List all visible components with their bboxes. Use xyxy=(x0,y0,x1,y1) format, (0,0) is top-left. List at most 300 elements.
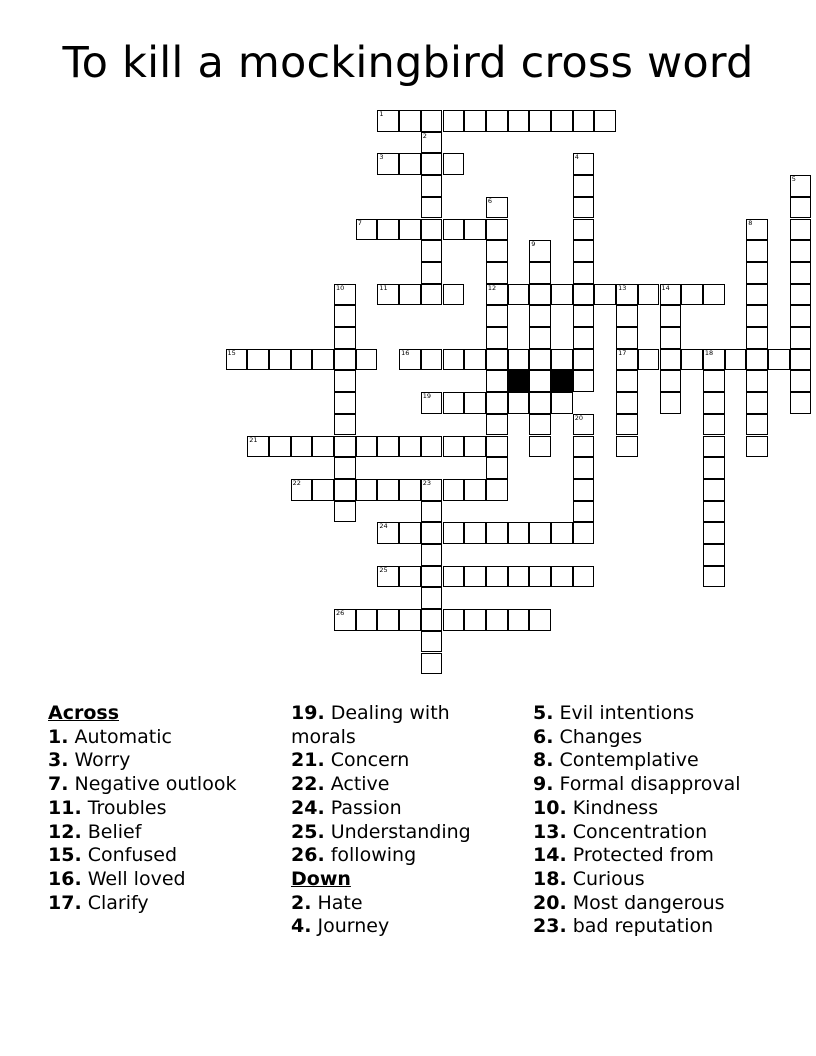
clue-text: following xyxy=(330,844,417,867)
grid-cell[interactable] xyxy=(746,436,768,458)
clue-down-5 xyxy=(533,702,793,726)
cell-number: 11 xyxy=(379,283,388,292)
grid-cell[interactable] xyxy=(573,414,595,436)
grid-cell[interactable] xyxy=(421,609,443,631)
clue-across-25 xyxy=(291,821,511,845)
grid-cell[interactable] xyxy=(356,219,378,241)
grid-cell[interactable] xyxy=(421,349,443,371)
grid-cell[interactable] xyxy=(377,566,399,588)
grid-cell[interactable] xyxy=(790,370,812,392)
grid-cell[interactable] xyxy=(443,219,465,241)
grid-cell[interactable] xyxy=(660,284,682,306)
clue-across-17 xyxy=(48,892,278,916)
grid-cell[interactable] xyxy=(529,370,551,392)
grid-cell[interactable] xyxy=(421,479,443,501)
down-heading: Down xyxy=(291,867,351,890)
grid-cell[interactable] xyxy=(551,566,573,588)
grid-cell[interactable] xyxy=(421,566,443,588)
grid-cell[interactable] xyxy=(703,284,725,306)
grid-cell[interactable] xyxy=(464,392,486,414)
cell-number: 2 xyxy=(422,131,427,140)
grid-block-cell xyxy=(551,370,573,392)
grid-cell[interactable] xyxy=(790,240,812,262)
grid-cell[interactable] xyxy=(790,175,812,197)
cell-number: 13 xyxy=(618,283,627,292)
grid-cell[interactable] xyxy=(421,544,443,566)
clue-text: Evil intentions xyxy=(559,702,695,724)
grid-cell[interactable] xyxy=(486,284,508,306)
grid-cell[interactable] xyxy=(486,110,508,132)
clue-text: bad reputation xyxy=(572,915,714,938)
grid-cell[interactable] xyxy=(464,349,486,371)
grid-cell[interactable] xyxy=(616,305,638,327)
clue-across-16 xyxy=(48,868,278,892)
grid-cell[interactable] xyxy=(638,284,660,306)
grid-cell[interactable] xyxy=(399,153,421,175)
grid-cell[interactable] xyxy=(464,436,486,458)
clue-column-3 xyxy=(533,702,793,939)
grid-cell[interactable] xyxy=(421,631,443,653)
grid-cell[interactable] xyxy=(356,609,378,631)
cell-number: 3 xyxy=(379,153,384,162)
clue-across-24 xyxy=(291,797,511,821)
grid-cell[interactable] xyxy=(443,153,465,175)
grid-cell[interactable] xyxy=(660,370,682,392)
clue-down-13 xyxy=(533,821,793,845)
grid-cell[interactable] xyxy=(399,284,421,306)
grid-cell[interactable] xyxy=(703,414,725,436)
cell-number: 21 xyxy=(249,435,258,444)
grid-cell[interactable] xyxy=(573,110,595,132)
grid-cell[interactable] xyxy=(551,110,573,132)
grid-cell[interactable] xyxy=(529,566,551,588)
grid-cell[interactable] xyxy=(421,240,443,262)
grid-cell[interactable] xyxy=(443,110,465,132)
grid-cell[interactable] xyxy=(616,284,638,306)
grid-cell[interactable] xyxy=(529,240,551,262)
clue-text: Understanding xyxy=(330,820,471,843)
grid-cell[interactable] xyxy=(703,349,725,371)
grid-cell[interactable] xyxy=(269,349,291,371)
grid-cell[interactable] xyxy=(790,219,812,241)
grid-cell[interactable] xyxy=(486,609,508,631)
grid-cell[interactable] xyxy=(421,197,443,219)
grid-cell[interactable] xyxy=(551,349,573,371)
clue-down-8 xyxy=(533,749,793,773)
grid-cell[interactable] xyxy=(725,349,747,371)
clue-across-7 xyxy=(48,773,278,797)
grid-cell[interactable] xyxy=(399,566,421,588)
grid-cell[interactable] xyxy=(703,501,725,523)
grid-cell[interactable] xyxy=(616,436,638,458)
grid-cell[interactable] xyxy=(746,370,768,392)
clue-number: 9. xyxy=(533,773,554,796)
grid-cell[interactable] xyxy=(703,392,725,414)
grid-cell[interactable] xyxy=(377,436,399,458)
grid-cell[interactable] xyxy=(486,370,508,392)
grid-cell[interactable] xyxy=(312,479,334,501)
grid-cell[interactable] xyxy=(529,110,551,132)
grid-cell[interactable] xyxy=(421,653,443,675)
grid-cell[interactable] xyxy=(508,566,530,588)
cell-number: 4 xyxy=(574,153,579,162)
grid-cell[interactable] xyxy=(421,587,443,609)
grid-cell[interactable] xyxy=(746,284,768,306)
grid-cell[interactable] xyxy=(399,479,421,501)
grid-cell[interactable] xyxy=(291,479,313,501)
clue-number: 26. xyxy=(291,844,325,867)
grid-cell[interactable] xyxy=(486,327,508,349)
grid-cell[interactable] xyxy=(573,566,595,588)
grid-block-cell xyxy=(508,370,530,392)
clue-text: Curious xyxy=(572,867,645,890)
grid-cell[interactable] xyxy=(443,284,465,306)
grid-cell[interactable] xyxy=(551,284,573,306)
grid-cell[interactable] xyxy=(443,522,465,544)
grid-cell[interactable] xyxy=(746,262,768,284)
clue-text: Contemplative xyxy=(559,749,699,772)
clue-number: 5. xyxy=(533,702,554,724)
cell-number: 14 xyxy=(661,283,670,292)
clue-across-21 xyxy=(291,749,511,773)
clue-down-14 xyxy=(533,844,793,868)
clue-text: Negative outlook xyxy=(74,773,237,796)
grid-cell[interactable] xyxy=(573,305,595,327)
grid-cell[interactable] xyxy=(334,414,356,436)
grid-cell[interactable] xyxy=(291,349,313,371)
clue-number: 19. xyxy=(291,702,325,724)
grid-cell[interactable] xyxy=(573,370,595,392)
grid-cell[interactable] xyxy=(377,609,399,631)
grid-cell[interactable] xyxy=(486,392,508,414)
grid-cell[interactable] xyxy=(746,219,768,241)
grid-cell[interactable] xyxy=(681,284,703,306)
grid-cell[interactable] xyxy=(703,479,725,501)
clue-text: Worry xyxy=(74,749,131,772)
grid-cell[interactable] xyxy=(703,457,725,479)
cell-number: 10 xyxy=(336,283,345,292)
grid-cell[interactable] xyxy=(377,479,399,501)
grid-cell[interactable] xyxy=(421,175,443,197)
grid-cell[interactable] xyxy=(790,197,812,219)
grid-cell[interactable] xyxy=(616,392,638,414)
grid-cell[interactable] xyxy=(486,219,508,241)
grid-cell[interactable] xyxy=(356,479,378,501)
clue-across-19 xyxy=(291,702,511,749)
cell-number: 17 xyxy=(618,348,627,357)
grid-cell[interactable] xyxy=(486,566,508,588)
grid-cell[interactable] xyxy=(573,479,595,501)
clue-number: 3. xyxy=(48,749,69,772)
clue-text: Changes xyxy=(559,725,643,748)
clue-text: Dealing with morals xyxy=(291,702,450,748)
grid-cell[interactable] xyxy=(573,197,595,219)
grid-cell[interactable] xyxy=(443,566,465,588)
grid-cell[interactable] xyxy=(573,457,595,479)
grid-cell[interactable] xyxy=(421,501,443,523)
grid-cell[interactable] xyxy=(486,349,508,371)
grid-cell[interactable] xyxy=(508,392,530,414)
grid-cell[interactable] xyxy=(790,284,812,306)
grid-cell[interactable] xyxy=(443,479,465,501)
grid-cell[interactable] xyxy=(594,110,616,132)
grid-cell[interactable] xyxy=(334,609,356,631)
grid-cell[interactable] xyxy=(421,392,443,414)
grid-cell[interactable] xyxy=(334,327,356,349)
grid-cell[interactable] xyxy=(508,349,530,371)
grid-cell[interactable] xyxy=(486,240,508,262)
grid-cell[interactable] xyxy=(399,110,421,132)
grid-cell[interactable] xyxy=(334,436,356,458)
grid-cell[interactable] xyxy=(312,436,334,458)
clue-down-4 xyxy=(291,915,511,939)
grid-cell[interactable] xyxy=(768,349,790,371)
grid-cell[interactable] xyxy=(573,327,595,349)
grid-cell[interactable] xyxy=(464,479,486,501)
clue-number: 17. xyxy=(48,891,82,914)
grid-cell[interactable] xyxy=(790,392,812,414)
clue-down-10 xyxy=(533,797,793,821)
grid-cell[interactable] xyxy=(746,305,768,327)
grid-cell[interactable] xyxy=(421,132,443,154)
cell-number: 24 xyxy=(379,522,388,531)
grid-cell[interactable] xyxy=(486,457,508,479)
clue-text: Automatic xyxy=(74,725,172,748)
grid-cell[interactable] xyxy=(616,327,638,349)
grid-cell[interactable] xyxy=(334,392,356,414)
clue-text: Journey xyxy=(317,915,390,938)
clue-number: 1. xyxy=(48,725,69,748)
clue-across-15 xyxy=(48,844,278,868)
grid-cell[interactable] xyxy=(790,349,812,371)
cell-number: 22 xyxy=(292,478,301,487)
cell-number: 8 xyxy=(748,218,753,227)
grid-cell[interactable] xyxy=(551,392,573,414)
clue-number: 16. xyxy=(48,867,82,890)
grid-cell[interactable] xyxy=(573,501,595,523)
cell-number: 12 xyxy=(487,283,497,292)
grid-cell[interactable] xyxy=(443,436,465,458)
grid-cell[interactable] xyxy=(291,436,313,458)
grid-cell[interactable] xyxy=(334,501,356,523)
grid-cell[interactable] xyxy=(573,349,595,371)
grid-cell[interactable] xyxy=(573,284,595,306)
grid-cell[interactable] xyxy=(421,153,443,175)
cell-number: 26 xyxy=(336,609,345,618)
grid-cell[interactable] xyxy=(486,305,508,327)
grid-cell[interactable] xyxy=(443,392,465,414)
cell-number: 5 xyxy=(791,175,796,184)
grid-cell[interactable] xyxy=(443,349,465,371)
clue-number: 25. xyxy=(291,820,325,843)
clue-down-23 xyxy=(533,915,793,939)
grid-cell[interactable] xyxy=(421,522,443,544)
grid-cell[interactable] xyxy=(616,414,638,436)
grid-cell[interactable] xyxy=(703,370,725,392)
grid-cell[interactable] xyxy=(660,305,682,327)
grid-cell[interactable] xyxy=(573,436,595,458)
grid-cell[interactable] xyxy=(529,609,551,631)
grid-cell[interactable] xyxy=(421,436,443,458)
clue-text: Active xyxy=(330,773,390,796)
cell-number: 23 xyxy=(422,478,432,487)
grid-cell[interactable] xyxy=(334,284,356,306)
grid-cell[interactable] xyxy=(790,305,812,327)
clue-down-6 xyxy=(533,726,793,750)
clue-text: Passion xyxy=(330,796,402,819)
clue-across-3 xyxy=(48,749,278,773)
grid-cell[interactable] xyxy=(703,566,725,588)
clue-text: Troubles xyxy=(87,796,167,819)
clue-text: Concentration xyxy=(572,820,708,843)
cell-number: 16 xyxy=(401,348,410,357)
grid-cell[interactable] xyxy=(660,392,682,414)
clue-down-9 xyxy=(533,773,793,797)
grid-cell[interactable] xyxy=(594,284,616,306)
clue-number: 22. xyxy=(291,773,325,796)
grid-cell[interactable] xyxy=(790,262,812,284)
across-heading: Across xyxy=(48,702,120,724)
grid-cell[interactable] xyxy=(377,110,399,132)
grid-cell[interactable] xyxy=(508,609,530,631)
grid-cell[interactable] xyxy=(421,219,443,241)
clue-text: Clarify xyxy=(87,891,149,914)
grid-cell[interactable] xyxy=(638,349,660,371)
grid-cell[interactable] xyxy=(573,240,595,262)
grid-cell[interactable] xyxy=(399,436,421,458)
clue-number: 2. xyxy=(291,891,312,914)
clue-text: Belief xyxy=(87,820,142,843)
clue-number: 6. xyxy=(533,725,554,748)
grid-cell[interactable] xyxy=(508,110,530,132)
grid-cell[interactable] xyxy=(551,522,573,544)
grid-cell[interactable] xyxy=(486,414,508,436)
clue-text: Hate xyxy=(317,891,363,914)
grid-cell[interactable] xyxy=(529,349,551,371)
clue-text: Most dangerous xyxy=(572,891,725,914)
grid-cell[interactable] xyxy=(356,436,378,458)
cell-number: 9 xyxy=(531,240,536,249)
grid-cell[interactable] xyxy=(421,262,443,284)
grid-cell[interactable] xyxy=(334,349,356,371)
clue-number: 4. xyxy=(291,915,312,938)
grid-cell[interactable] xyxy=(377,522,399,544)
grid-cell[interactable] xyxy=(334,457,356,479)
clue-column-2 xyxy=(291,702,511,939)
grid-cell[interactable] xyxy=(399,349,421,371)
grid-cell[interactable] xyxy=(529,305,551,327)
grid-cell[interactable] xyxy=(486,522,508,544)
grid-cell[interactable] xyxy=(356,349,378,371)
grid-cell[interactable] xyxy=(681,349,703,371)
grid-cell[interactable] xyxy=(746,327,768,349)
grid-cell[interactable] xyxy=(616,370,638,392)
grid-cell[interactable] xyxy=(334,370,356,392)
grid-cell[interactable] xyxy=(573,522,595,544)
grid-cell[interactable] xyxy=(464,219,486,241)
clue-text: Concern xyxy=(330,749,410,772)
grid-cell[interactable] xyxy=(421,284,443,306)
clue-number: 12. xyxy=(48,820,82,843)
grid-cell[interactable] xyxy=(399,219,421,241)
grid-cell[interactable] xyxy=(312,349,334,371)
grid-cell[interactable] xyxy=(616,349,638,371)
grid-cell[interactable] xyxy=(529,327,551,349)
grid-cell[interactable] xyxy=(529,284,551,306)
grid-cell[interactable] xyxy=(399,609,421,631)
grid-cell[interactable] xyxy=(529,392,551,414)
cell-number: 15 xyxy=(227,348,236,357)
grid-cell[interactable] xyxy=(377,284,399,306)
grid-cell[interactable] xyxy=(269,436,291,458)
grid-cell[interactable] xyxy=(464,566,486,588)
grid-cell[interactable] xyxy=(486,262,508,284)
clue-number: 18. xyxy=(533,867,567,890)
grid-cell[interactable] xyxy=(573,219,595,241)
grid-cell[interactable] xyxy=(377,153,399,175)
grid-cell[interactable] xyxy=(443,609,465,631)
grid-cell[interactable] xyxy=(247,349,269,371)
grid-cell[interactable] xyxy=(247,436,269,458)
grid-cell[interactable] xyxy=(334,305,356,327)
cell-number: 18 xyxy=(704,348,714,357)
grid-cell[interactable] xyxy=(421,110,443,132)
grid-cell[interactable] xyxy=(703,522,725,544)
grid-cell[interactable] xyxy=(486,479,508,501)
cell-number: 25 xyxy=(379,565,388,574)
clue-text: Well loved xyxy=(87,867,186,890)
grid-cell[interactable] xyxy=(486,436,508,458)
clue-number: 15. xyxy=(48,844,82,867)
grid-cell[interactable] xyxy=(226,349,248,371)
page-title: To kill a mockingbird cross word xyxy=(62,38,754,88)
grid-cell[interactable] xyxy=(573,175,595,197)
grid-cell[interactable] xyxy=(334,479,356,501)
grid-cell[interactable] xyxy=(703,436,725,458)
clue-across-11 xyxy=(48,797,278,821)
grid-cell[interactable] xyxy=(746,240,768,262)
grid-cell[interactable] xyxy=(486,197,508,219)
grid-cell[interactable] xyxy=(377,219,399,241)
grid-cell[interactable] xyxy=(746,414,768,436)
clue-number: 8. xyxy=(533,749,554,772)
grid-cell[interactable] xyxy=(464,609,486,631)
grid-cell[interactable] xyxy=(508,522,530,544)
grid-cell[interactable] xyxy=(746,349,768,371)
grid-cell[interactable] xyxy=(529,262,551,284)
grid-cell[interactable] xyxy=(529,436,551,458)
grid-cell[interactable] xyxy=(464,110,486,132)
clue-across-26 xyxy=(291,844,511,868)
grid-cell[interactable] xyxy=(573,262,595,284)
clue-text: Confused xyxy=(87,844,178,867)
grid-cell[interactable] xyxy=(529,522,551,544)
grid-cell[interactable] xyxy=(703,544,725,566)
grid-cell[interactable] xyxy=(790,327,812,349)
cell-number: 19 xyxy=(422,392,432,401)
grid-cell[interactable] xyxy=(508,284,530,306)
clue-number: 11. xyxy=(48,796,82,819)
grid-cell[interactable] xyxy=(399,522,421,544)
grid-cell[interactable] xyxy=(529,414,551,436)
grid-cell[interactable] xyxy=(573,153,595,175)
grid-cell[interactable] xyxy=(746,392,768,414)
grid-cell[interactable] xyxy=(660,349,682,371)
grid-cell[interactable] xyxy=(660,327,682,349)
grid-cell[interactable] xyxy=(464,522,486,544)
clue-number: 23. xyxy=(533,915,567,938)
clue-across-12 xyxy=(48,821,278,845)
